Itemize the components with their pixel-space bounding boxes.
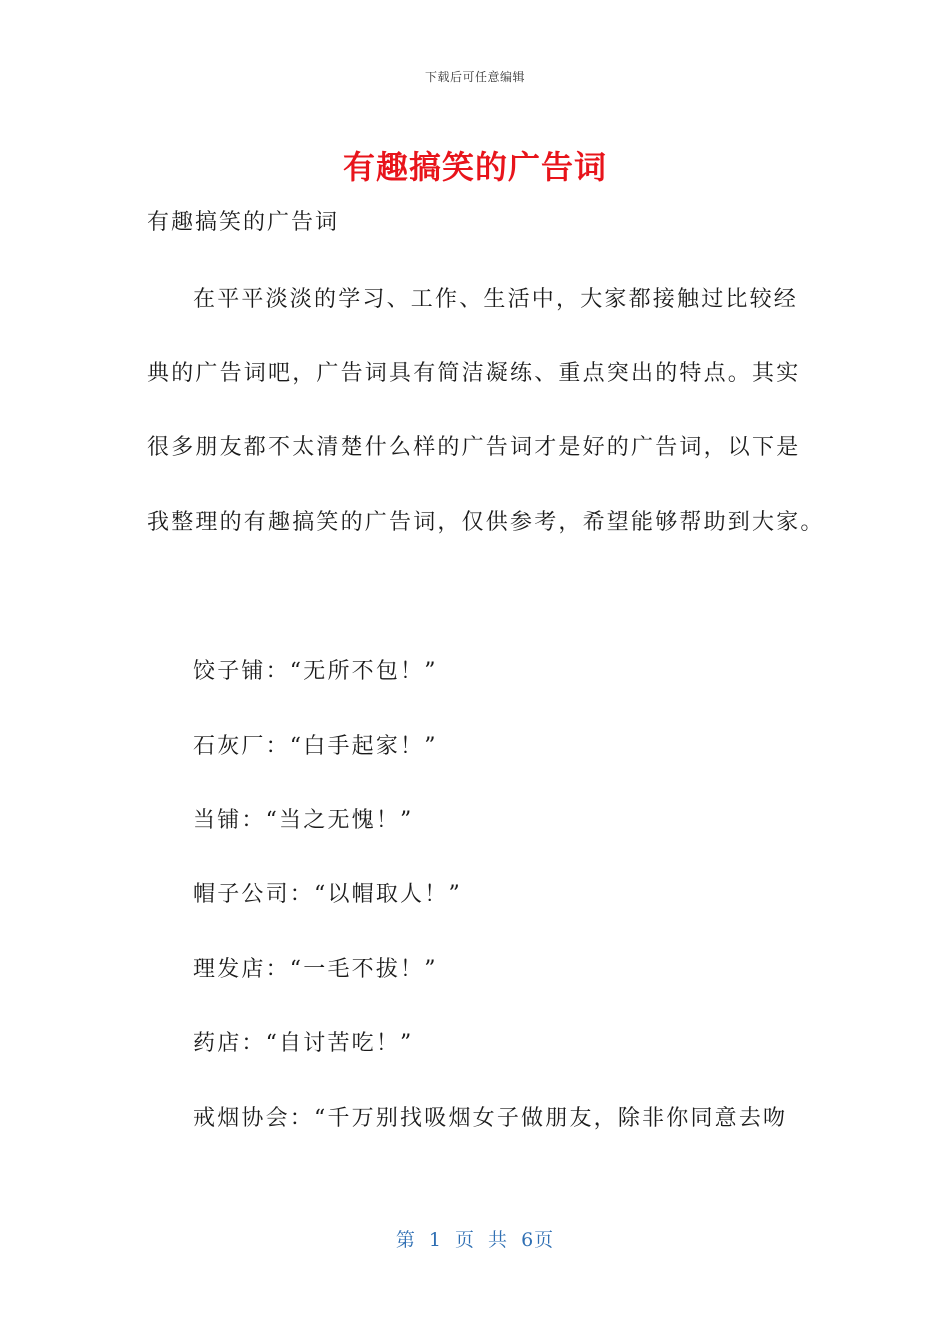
slogan-hat-company: 帽子公司：“以帽取人！”: [193, 882, 462, 907]
intro-line-3: 很多朋友都不太清楚什么样的广告词才是好的广告词，以下是: [147, 435, 801, 460]
document-title: 有趣搞笑的广告词: [342, 148, 607, 186]
slogan-quit-smoking-association: 戒烟协会：“千万别找吸烟女子做朋友，除非你同意去吻: [193, 1106, 788, 1131]
document-subtitle: 有趣搞笑的广告词: [147, 210, 340, 235]
intro-line-1: 在平平淡淡的学习、工作、生活中，大家都接触过比较经: [193, 287, 799, 312]
slogan-pawnshop: 当铺：“当之无愧！”: [193, 808, 414, 833]
intro-line-4: 我整理的有趣搞笑的广告词，仅供参考，希望能够帮助到大家。: [147, 510, 825, 535]
page-footer: 第 1 页 共 6页: [395, 1229, 555, 1251]
header-note: 下载后可任意编辑: [424, 70, 525, 84]
slogan-barbershop: 理发店：“一毛不拔！”: [193, 957, 438, 982]
intro-line-2: 典的广告词吧，广告词具有简洁凝练、重点突出的特点。其实: [147, 361, 801, 386]
slogan-lime-factory: 石灰厂：“白手起家！”: [193, 734, 438, 759]
slogan-pharmacy: 药店：“自讨苦吃！”: [193, 1031, 414, 1056]
slogan-dumpling-shop: 饺子铺：“无所不包！”: [193, 659, 438, 684]
